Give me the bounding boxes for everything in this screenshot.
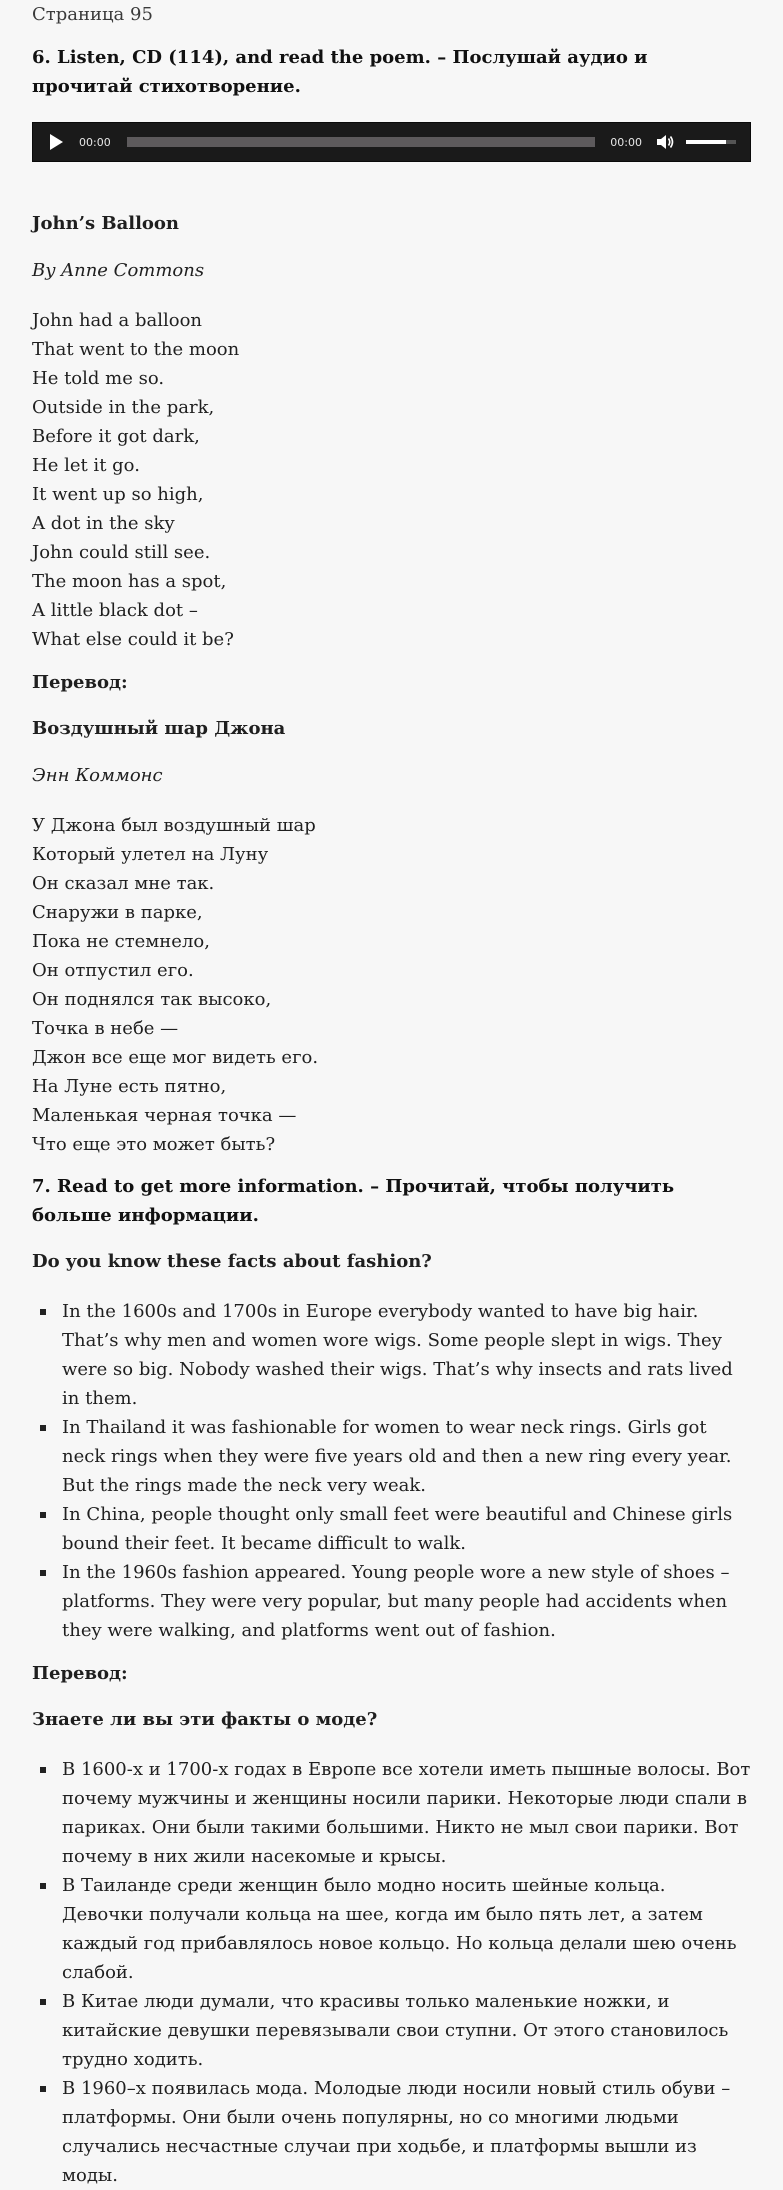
poem-line: Before it got dark, (32, 426, 200, 447)
task-7-heading: 7. Read to get more information. – Прочитай, чтобы получить больше информации. (32, 1176, 675, 1226)
duration-time: 00:00 (610, 135, 642, 149)
list-item: In the 1600s and 1700s in Europe everybody wanted to have big hair. That’s why men and women wore wigs. Some people slept in wigs. They were so big. Nobody washed their wigs. That’s why insects and rats lived in them. (62, 1297, 751, 1413)
poem-line: Он поднялся так высоко, (32, 989, 272, 1010)
poem-author-ru: Энн Коммонс (32, 765, 163, 786)
current-time: 00:00 (79, 135, 111, 149)
facts-heading-en: Do you know these facts about fashion? (32, 1251, 432, 1272)
translation-label: Перевод: (32, 1663, 128, 1684)
poem-author-en: By Anne Commons (32, 260, 205, 281)
list-item: In China, people thought only small feet were beautiful and Chinese girls bound their feet. It became difficult to walk. (62, 1500, 751, 1558)
play-button[interactable] (47, 133, 65, 151)
list-item: В 1600-х и 1700-х годах в Европе все хотели иметь пышные волосы. Вот почему мужчины и женщины носили парики. Некоторые люди спали в париках. Они были такими большими. Никто не мыл свои парики. Вот почему в них жили насекомые и крысы. (62, 1755, 751, 1871)
progress-bar[interactable] (127, 137, 596, 147)
poem-line: Снаружи в парке, (32, 902, 203, 923)
poem-line: Он отпустил его. (32, 960, 194, 981)
poem-line: He let it go. (32, 455, 140, 476)
poem-line: Пока не стемнело, (32, 931, 210, 952)
play-icon (49, 134, 63, 150)
list-item: В 1960–х появилась мода. Молодые люди носили новый стиль обуви – платформы. Они были очень популярны, но со многими людьми случались несчастные случаи при ходьбе, и платформы вышли из моды. (62, 2074, 751, 2190)
poem-line: Джон все еще мог видеть его. (32, 1047, 319, 1068)
task-6-heading: 6. Listen, CD (114), and read the poem. – Послушай аудио и прочитай стихотворение. (32, 47, 648, 97)
facts-heading-ru: Знаете ли вы эти факты о моде? (32, 1709, 378, 1730)
mute-button[interactable] (656, 133, 676, 151)
page-number-label: Страница 95 (32, 4, 153, 25)
audio-player[interactable] (32, 122, 751, 162)
poem-line: The moon has a spot, (32, 571, 227, 592)
translation-label: Перевод: (32, 672, 128, 693)
list-item: In the 1960s fashion appeared. Young people wore a new style of shoes – platforms. They were very popular, but many people had accidents when they were walking, and platforms went out of fashion. (62, 1558, 751, 1645)
poem-line: It went up so high, (32, 484, 204, 505)
poem-line: John could still see. (32, 542, 211, 563)
poem-line: Что еще это может быть? (32, 1134, 276, 1155)
list-item: В Таиланде среди женщин было модно носить шейные кольца. Девочки получали кольца на шее, когда им было пять лет, а затем каждый год прибавлялось новое кольцо. Но кольца делали шею очень слабой. (62, 1871, 751, 1987)
poem-line: Который улетел на Луну (32, 844, 269, 865)
volume-icon (657, 134, 675, 150)
poem-line: What else could it be? (32, 629, 234, 650)
list-item: In Thailand it was fashionable for women to wear neck rings. Girls got neck rings when they were five years old and then a new ring every year. But the rings made the neck very weak. (62, 1413, 751, 1500)
poem-line: That went to the moon (32, 339, 240, 360)
volume-fill (686, 140, 726, 144)
list-item: В Китае люди думали, что красивы только маленькие ножки, и китайские девушки перевязывали свои ступни. От этого становилось трудно ходить. (62, 1987, 751, 2074)
poem-line: Точка в небе — (32, 1018, 179, 1039)
poem-line: На Луне есть пятно, (32, 1076, 227, 1097)
poem-lines-en (32, 306, 751, 654)
facts-list-ru (32, 1755, 751, 2190)
poem-title-ru: Воздушный шар Джона (32, 718, 286, 739)
poem-lines-ru (32, 811, 751, 1159)
poem-line: У Джона был воздушный шар (32, 815, 316, 836)
poem-line: Маленькая черная точка — (32, 1105, 297, 1126)
poem-line: A dot in the sky (32, 513, 175, 534)
poem-title-en: John’s Balloon (32, 213, 180, 234)
facts-list-en (32, 1297, 751, 1645)
poem-line: John had a balloon (32, 310, 203, 331)
poem-line: A little black dot – (32, 600, 198, 621)
poem-line: Он сказал мне так. (32, 873, 215, 894)
poem-line: He told me so. (32, 368, 165, 389)
poem-line: Outside in the park, (32, 397, 215, 418)
volume-slider[interactable] (686, 140, 736, 144)
